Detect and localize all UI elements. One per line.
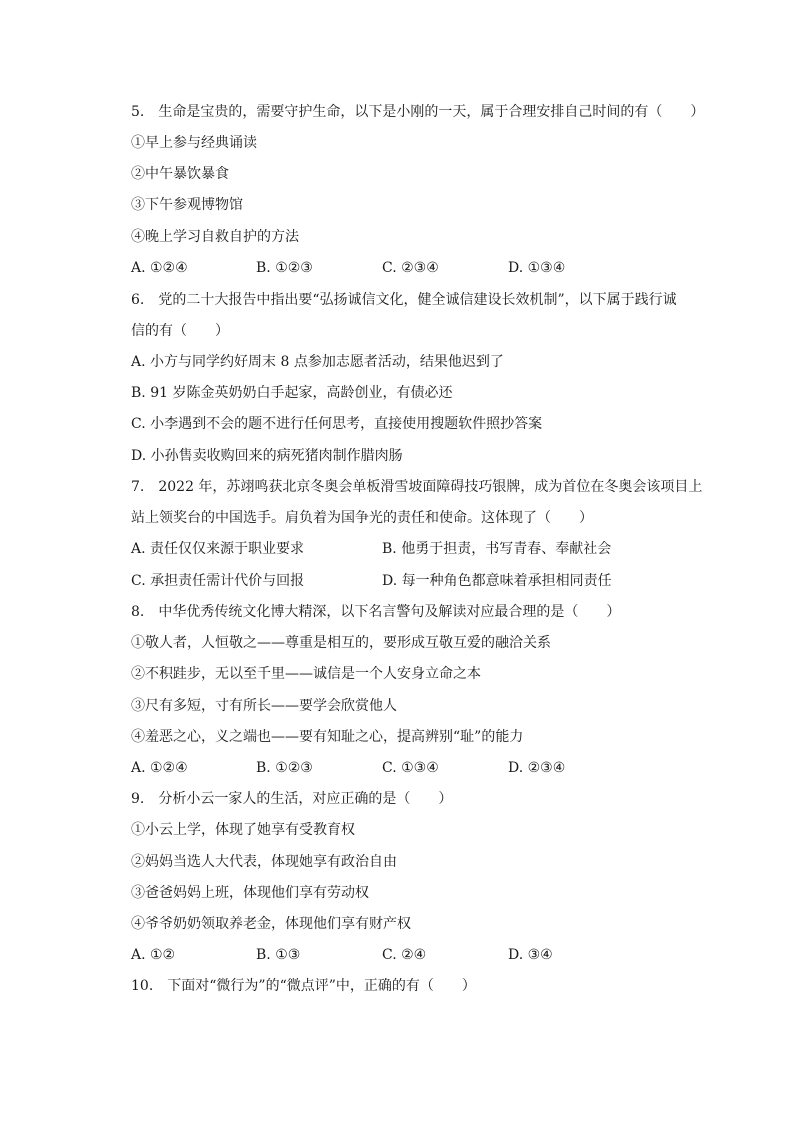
q8-option-c: C. ①③④ [382,760,439,776]
q6-stem-line1: 6. 党的二十大报告中指出要“弘扬诚信文化，健全诚信建设长效机制”，以下属于践行诚 [131,292,677,308]
q7-option-d: D. 每一种角色都意味着承担相同责任 [382,573,612,589]
q8-option-b: B. ①②③ [256,760,313,776]
q9-option-c: C. ②④ [382,947,427,963]
q6-option-d: D. 小孙售卖收购回来的病死猪肉制作腊肉肠 [131,448,403,464]
q6-option-c: C. 小李遇到不会的题不进行任何思考，直接使用搜题软件照抄答案 [131,416,543,432]
q7-option-b: B. 他勇于担责，书写青春、奉献社会 [382,541,612,557]
q7-option-c: C. 承担责任需计代价与回报 [131,573,305,589]
q8-item-1: ①敬人者，人恒敬之——尊重是相互的，要形成互敬互爱的融洽关系 [131,635,551,651]
q9-item-1: ①小云上学，体现了她享有受教育权 [131,822,355,838]
q5-option-d: D. ①③④ [508,260,566,276]
q8-stem: 8. 中华优秀传统文化博大精深，以下名言警句及解读对应最合理的是（ ） [131,604,621,620]
q7-option-a: A. 责任仅仅来源于职业要求 [131,541,305,557]
q5-option-b: B. ①②③ [256,260,313,276]
q9-option-b: B. ①③ [256,947,301,963]
q5-stem: 5. 生命是宝贵的，需要守护生命，以下是小刚的一天，属于合理安排自己时间的有（ ） [131,104,705,120]
q6-option-a: A. 小方与同学约好周末 8 点参加志愿者活动，结果他迟到了 [131,354,504,370]
q9-item-4: ④爷爷奶奶领取养老金，体现他们享有财产权 [131,916,411,932]
q8-item-4: ④羞恶之心，义之端也——要有知耻之心，提高辨别“耻”的能力 [131,729,524,745]
q5-item-1: ①早上参与经典诵读 [131,135,257,151]
q9-stem: 9. 分析小云一家人的生活，对应正确的是（ ） [131,791,453,807]
q8-item-2: ②不积跬步，无以至千里——诚信是一个人安身立命之本 [131,666,481,682]
q8-option-d: D. ②③④ [508,760,566,776]
q6-option-b: B. 91 岁陈金英奶奶白手起家，高龄创业，有债必还 [131,385,453,401]
q8-option-a: A. ①②④ [131,760,188,776]
q9-item-3: ③爸爸妈妈上班，体现他们享有劳动权 [131,885,369,901]
q9-item-2: ②妈妈当选人大代表，体现她享有政治自由 [131,854,397,870]
q8-item-3: ③尺有多短，寸有所长——要学会欣赏他人 [131,698,397,714]
q7-stem-line1: 7. 2022 年，苏翊鸣获北京冬奥会单板滑雪坡面障碍技巧银牌，成为首位在冬奥会该项目上 [131,479,703,495]
q5-item-3: ③下午参观博物馆 [131,197,243,213]
q7-stem-line2: 站上领奖台的中国选手。肩负着为国争光的责任和使命。这体现了（ ） [131,510,593,526]
q6-stem-line2: 信的有（ ） [131,323,229,339]
q5-option-c: C. ②③④ [382,260,439,276]
q5-option-a: A. ①②④ [131,260,188,276]
q10-stem: 10. 下面对“微行为”的“微点评”中，正确的有（ ） [131,978,476,994]
q5-item-4: ④晚上学习自救自护的方法 [131,229,299,245]
q5-item-2: ②中午暴饮暴食 [131,166,229,182]
q9-option-a: A. ①② [131,947,176,963]
q9-option-d: D. ③④ [508,947,553,963]
